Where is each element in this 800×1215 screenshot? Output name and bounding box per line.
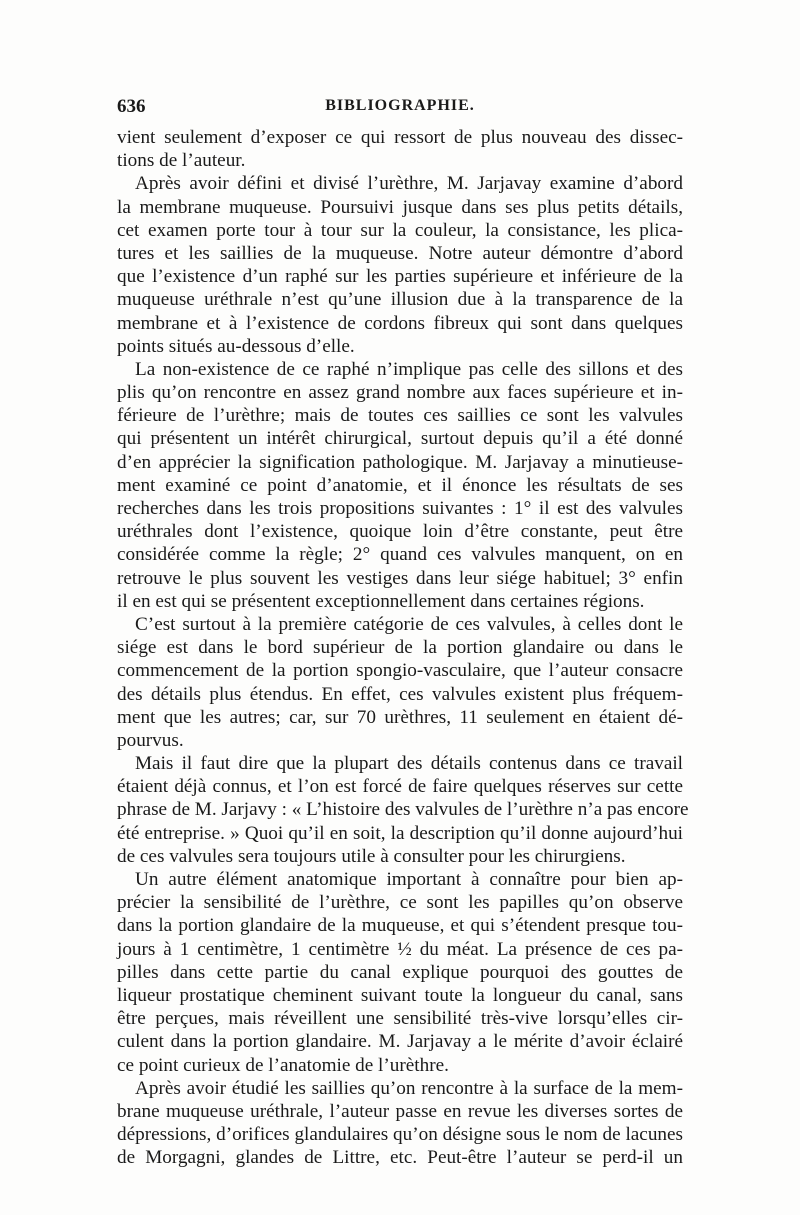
text-line: membrane et à l’existence de cordons fibreux qui sont dans quelques <box>117 312 683 334</box>
text-line: d’en apprécier la signification pathologique. M. Jarjavay a minutieuse- <box>117 451 683 473</box>
text-line: vient seulement d’exposer ce qui ressort de plus nouveau des dissec- <box>117 127 683 148</box>
text-line: des détails plus étendus. En effet, ces valvules existent plus fréquem- <box>117 683 683 705</box>
text-line: uréthrales dont l’existence, quoique loin d’être constante, peut être <box>117 521 683 543</box>
text-line: qui présentent un intérêt chirurgical, surtout depuis qu’il a été donné <box>117 428 683 450</box>
text-line: siége est dans le bord supérieur de la portion glandaire ou dans le <box>117 637 683 659</box>
text-line: La non-existence de ce raphé n’implique pas celle des sillons et des <box>135 358 683 380</box>
text-line: recherches dans les trois propositions suivantes : 1° il est des valvules <box>117 498 683 519</box>
text-line: phrase de M. Jarjavy : « L’histoire des valvules de l’urèthre n’a pas encore <box>117 799 689 821</box>
text-line: Un autre élément anatomique important à connaître pour bien ap- <box>135 869 683 890</box>
text-line: cet examen porte tour à tour sur la couleur, la consistance, les plica- <box>117 219 683 241</box>
text-line: commencement de la portion spongio-vasculaire, que l’auteur consacre <box>117 660 683 682</box>
text-line: liqueur prostatique cheminent suivant toute la longueur du canal, sans <box>117 984 683 1006</box>
running-head <box>117 96 683 122</box>
text-line: pilles dans cette partie du canal explique pourquoi des gouttes de <box>117 961 683 983</box>
running-title: BIBLIOGRAPHIE. <box>325 97 475 114</box>
text-line: férieure de l’urèthre; mais de toutes ces saillies ce sont les valvules <box>117 405 683 427</box>
text-line: dépressions, d’orifices glandulaires qu’on désigne sous le nom de lacunes <box>117 1124 683 1146</box>
text-line: Après avoir étudié les saillies qu’on rencontre à la surface de la mem- <box>135 1077 683 1099</box>
text-line: culent dans la portion glandaire. M. Jarjavay a le mérite d’avoir éclairé <box>117 1031 683 1053</box>
text-line: brane muqueuse uréthrale, l’auteur passe en revue les diverses sortes de <box>117 1100 683 1122</box>
text-line: étaient déjà connus, et l’on est forcé de faire quelques réserves sur cette <box>117 776 683 798</box>
text-line: dans la portion glandaire de la muqueuse, et qui s’étendent presque tou- <box>117 915 683 937</box>
page-number: 636 <box>117 96 146 117</box>
text-line: précier la sensibilité de l’urèthre, ce sont les papilles qu’on observe <box>117 892 683 914</box>
text-line: ment examiné ce point d’anatomie, et il énonce les résultats de ses <box>117 474 683 496</box>
text-line: été entreprise. » Quoi qu’il en soit, la description qu’il donne aujourd’hui <box>117 822 683 844</box>
text-line: de ces valvules sera toujours utile à consulter pour les chirurgiens. <box>117 845 626 867</box>
text-line: C’est surtout à la première catégorie de ces valvules, à celles dont le <box>135 613 683 635</box>
text-line: il en est qui se présentent exceptionnellement dans certaines régions. <box>117 590 645 612</box>
text-line: pourvus. <box>117 729 184 751</box>
text-line: muqueuse uréthrale n’est qu’une illusion due à la transparence de la <box>117 289 683 311</box>
text-line: points situés au-dessous d’elle. <box>117 335 355 357</box>
text-line: ment que les autres; car, sur 70 urèthres, 11 seulement en étaient dé- <box>117 706 683 728</box>
text-line: considérée comme la règle; 2° quand ces valvules manquent, on en <box>117 544 683 566</box>
text-line: plis qu’on rencontre en assez grand nombre aux faces supérieure et in- <box>117 382 683 404</box>
text-line: ce point curieux de l’anatomie de l’urèthre. <box>117 1054 449 1076</box>
text-line: la membrane muqueuse. Poursuivi jusque dans ses plus petits détails, <box>117 196 683 218</box>
text-line: tures et les saillies de la muqueuse. Notre auteur démontre d’abord <box>117 242 683 264</box>
text-line: jours à 1 centimètre, 1 centimètre ½ du méat. La présence de ces pa- <box>117 938 683 960</box>
text-line: être perçues, mais réveillent une sensibilité très-vive lorsqu’elles cir- <box>117 1008 683 1030</box>
body-text <box>117 126 689 1169</box>
text-line: tions de l’auteur. <box>117 150 246 172</box>
text-line: de Morgagni, glandes de Littre, etc. Peut-être l’auteur se perd-il un <box>117 1147 683 1169</box>
text-line: Après avoir défini et divisé l’urèthre, M. Jarjavay examine d’abord <box>135 173 683 195</box>
text-line: Mais il faut dire que la plupart des détails contenus dans ce travail <box>135 753 683 775</box>
text-line: retrouve le plus souvent les vestiges dans leur siége habituel; 3° enfin <box>117 567 683 589</box>
text-line: que l’existence d’un raphé sur les parties supérieure et inférieure de la <box>117 266 683 288</box>
